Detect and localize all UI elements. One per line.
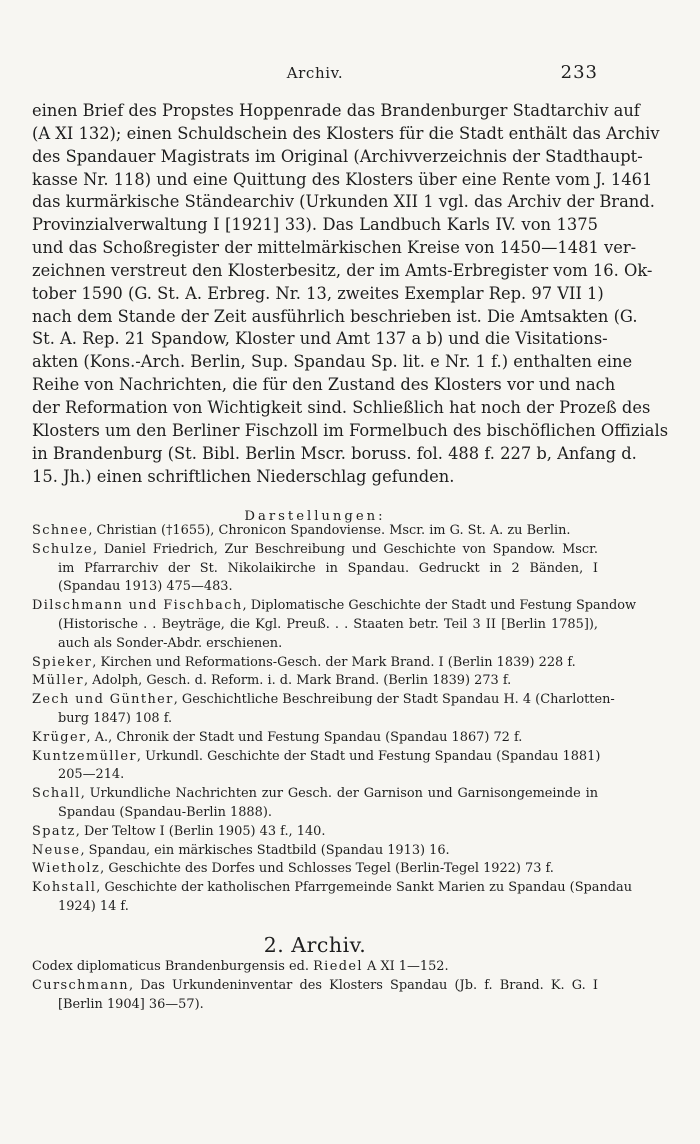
page-number: 233 [560,62,598,83]
author-name: Müller [32,673,84,689]
body-line: tober 1590 (G. St. A. Erbreg. Nr. 13, zweites Exemplar Rep. 97 VII 1) [32,283,604,303]
bibliography-entry [32,860,598,879]
bibliography-line: Wietholz, Geschichte des Dorfes und Schlosses Tegel (Berlin-Tegel 1922) 73 f. [32,861,554,877]
bibliography-line: Spatz, Der Teltow I (Berlin 1905) 43 f., 140. [32,823,326,839]
body-line: kasse Nr. 118) und eine Quittung des Klosters über eine Rente vom J. 1461 [32,169,653,189]
body-line: (A XI 132); einen Schuldschein des Klosters für die Stadt enthält das Archiv [32,123,660,143]
body-line: akten (Kons.-Arch. Berlin, Sup. Spandau Sp. lit. e Nr. 1 f.) enthalten eine [32,352,633,372]
author-name: Kohstall [32,880,97,896]
bibliography-entry [32,879,633,917]
bibliography-line: burg 1847) 108 f. [58,710,173,726]
running-head-title: Archiv. [286,64,344,82]
bibliography-line: 205—214. [58,767,125,783]
bibliography-entry [32,958,598,977]
bibliography-entry [32,672,598,691]
bibliography-line: Spieker, Kirchen und Reformations-Gesch. der Mark Brand. I (Berlin 1839) 228 f. [32,654,576,670]
bibliography-line: auch als Sonder-Abdr. erschienen. [58,635,283,651]
author-name: Zech und Günther [32,692,174,708]
bibliography-entry [32,522,598,541]
bibliography-line: Müller, Adolph, Gesch. d. Reform. i. d. Mark Brand. (Berlin 1839) 273 f. [32,673,512,689]
body-line: des Spandauer Magistrats im Original (Archivverzeichnis der Stadthaupt- [32,146,643,166]
body-line: einen Brief des Propstes Hoppenrade das Brandenburger Stadtarchiv auf [32,101,640,120]
body-line: in Brandenburg (St. Bibl. Berlin Mscr. boruss. fol. 488 f. 227 b, Anfang d. [32,443,637,463]
author-name: Spatz [32,823,76,839]
author-name: Dilschmann und Fischbach [32,598,243,614]
bibliography-line: Schall, Urkundliche Nachrichten zur Gesch. der Garnison und Garnisongemeinde in [32,786,598,802]
bibliography-entry [32,691,615,729]
bibliography-entry [32,654,598,673]
bibliography-entry [32,785,598,823]
bibliography-line: Neuse, Spandau, ein märkisches Stadtbild (Spandau 1913) 16. [32,842,450,858]
bibliography-darstellungen [32,522,637,917]
bibliography-archiv [32,958,598,1014]
author-name: Schulze [32,541,93,557]
author-name: Neuse [32,842,81,858]
body-line: nach dem Stande der Zeit ausführlich beschrieben ist. Die Amtsakten (G. [32,306,638,326]
bibliography-entry [32,729,598,748]
body-line: zeichnen verstreut den Klosterbesitz, der im Amts-Erbregister vom 16. Ok- [32,260,653,280]
bibliography-line: Dilschmann und Fischbach, Diplomatische Geschichte der Stadt und Festung Spandow [32,598,637,614]
bibliography-line: (Historische . . Beyträge, die Kgl. Preuß. . . Staaten betr. Teil 3 II [Berlin 1785]), [58,616,598,632]
bibliography-line: 1924) 14 f. [58,898,129,914]
body-line: Klosters um den Berliner Fischzoll im Formelbuch des bischöflichen Offizials [32,420,669,440]
body-line: 15. Jh.) einen schriftlichen Niederschlag gefunden. [32,466,455,486]
bibliography-line: Kuntzemüller, Urkundl. Geschichte der Stadt und Festung Spandau (Spandau 1881) [32,748,601,764]
bibliography-entry [32,597,637,653]
body-line: das kurmärkische Ständearchiv (Urkunden XII 1 vgl. das Archiv der Brand. [32,192,655,212]
bibliography-line: Krüger, A., Chronik der Stadt und Festung Spandau (Spandau 1867) 72 f. [32,729,523,745]
author-name: Curschmann [32,977,129,993]
section-heading-archiv: 2. Archiv. [263,933,367,957]
author-name: Wietholz [32,861,101,877]
bibliography-entry [32,823,598,842]
bibliography-line: (Spandau 1913) 475—483. [58,579,233,595]
bibliography-line: Codex diplomaticus Brandenburgensis ed. Riedel A XI 1—152. [32,959,449,974]
body-line: Provinzialverwaltung I [1921] 33). Das Landbuch Karls IV. von 1375 [32,215,598,235]
bibliography-line: Schulze, Daniel Friedrich, Zur Beschreibung und Geschichte von Spandow. Mscr. [32,541,598,557]
author-name: Spieker [32,654,93,670]
bibliography-entry [32,977,598,1015]
author-name: Schnee [32,523,89,538]
section-heading-darstellungen: Darstellungen: [244,509,386,524]
author-name: Riedel [313,959,363,974]
bibliography-line: im Pfarrarchiv der St. Nikolaikirche in Spandau. Gedruckt in 2 Bänden, I [58,560,598,576]
bibliography-line: Zech und Günther, Geschichtliche Beschreibung der Stadt Spandau H. 4 (Charlotten- [32,692,615,708]
author-name: Krüger [32,729,87,745]
body-line: Reihe von Nachrichten, die für den Zustand des Klosters vor und nach [32,375,616,395]
body-paragraph [32,100,669,488]
body-line: der Reformation von Wichtigkeit sind. Schließlich hat noch der Prozeß des [32,397,651,417]
bibliography-line: Kohstall, Geschichte der katholischen Pfarrgemeinde Sankt Marien zu Spandau (Spandau [32,880,633,896]
body-line: und das Schoßregister der mittelmärkischen Kreise von 1450—1481 ver- [32,238,637,258]
running-head [32,62,598,86]
bibliography-line: [Berlin 1904] 36—57). [58,996,204,1012]
author-name: Schall [32,786,81,802]
bibliography-entry [32,748,601,786]
bibliography-entry [32,842,598,861]
bibliography-entry [32,541,598,597]
bibliography-line: Curschmann, Das Urkundeninventar des Klosters Spandau (Jb. f. Brand. K. G. I [32,977,598,993]
bibliography-line: Schnee, Christian (†1655), Chronicon Spandoviense. Mscr. im G. St. A. zu Berlin. [32,523,571,538]
body-line: St. A. Rep. 21 Spandow, Kloster und Amt 137 a b) und die Visitations- [32,329,608,349]
author-name: Kuntzemüller [32,748,137,764]
bibliography-line: Spandau (Spandau-Berlin 1888). [58,804,272,820]
